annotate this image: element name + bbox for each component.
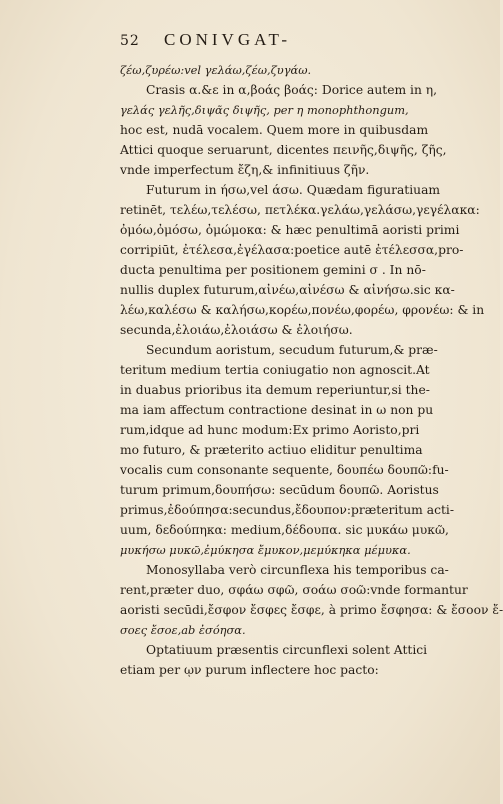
text-line: ὀμόω,ὀμόσω, ὀμώμοκα: & hæc penultimā aoristi primi xyxy=(120,223,460,237)
text-line: in duabus prioribus ita demum reperiuntur,si the- xyxy=(120,383,430,397)
text-line: γελάς γελῆς,διψᾶς διψῆς, per η monophthongum, xyxy=(120,103,409,117)
text-line: Secundum aoristum, secudum futurum,& præ- xyxy=(146,343,438,357)
text-line: aoristi secūdi,ἔσφον ἔσφες ἔσφε, à primo ἔσφησα: & ἔσοον ἔ- xyxy=(120,603,503,617)
text-line: mo futuro, & præterito actiuo eliditur penultima xyxy=(120,443,423,457)
text-line: turum primum,δουπήσω: secūdum δουπῶ. Aoristus xyxy=(120,483,439,497)
text-line: λέω,καλέσω & καλήσω,κορέω,πονέω,φορέω, φρονέω: & in xyxy=(120,303,485,317)
text-line: nullis duplex futurum,αἰνέω,αἰνέσω & αἰνήσω.sic κα- xyxy=(120,283,455,297)
running-head: CONIVGAT- xyxy=(164,30,291,49)
text-line: Futurum in ήσω,vel άσω. Quædam figuratiuam xyxy=(146,183,441,197)
text-line: vocalis cum consonante sequente, δουπέω δουπῶ:fu- xyxy=(120,463,449,477)
text-line: teritum medium tertia coniugatio non agnoscit.At xyxy=(120,363,430,377)
text-line: etiam per ῳν purum inflectere hoc pacto: xyxy=(120,663,379,677)
text-line: secunda,ἐλοιάω,ἐλοιάσω & ἐλοιήσω. xyxy=(120,323,353,337)
body-text xyxy=(120,60,503,680)
text-line: Optatiuum præsentis circunflexi solent Attici xyxy=(146,643,428,657)
text-line: corripiūt, ἐτέλεσα,ἐγέλασα:poetice autē ἐτέλεσσα,pro- xyxy=(120,243,464,257)
page-header xyxy=(120,30,420,52)
text-line: vnde imperfectum ἔζη,& infinitiuus ζῆν. xyxy=(120,163,370,177)
text-line: ζέω,ζυρέω:vel γελάω,ζέω,ζυγάω. xyxy=(120,63,312,77)
text-line: μυκήσω μυκῶ,ἐμύκησα ἔμυκον,μεμύκηκα μέμυκα. xyxy=(120,543,411,557)
text-line: rent,præter duo, σφάω σφῶ, σοάω σοῶ:vnde formantur xyxy=(120,583,468,597)
text-line: ma iam affectum contractione desinat in ω non pu xyxy=(120,403,434,417)
text-line: rum,idque ad hunc modum:Ex primo Aoristo,pri xyxy=(120,423,420,437)
text-line: Attici quoque seruarunt, dicentes πεινῆς,διψῆς, ζῆς, xyxy=(120,143,447,157)
text-line: Crasis α.&ε in α,βοάς βοάς: Dorice autem in η, xyxy=(146,83,438,97)
text-line: hoc est, nudā vocalem. Quem more in quibusdam xyxy=(120,123,429,137)
text-line: retinēt, τελέω,τελέσω, πετλέκα.γελάω,γελάσω,γεγέλακα: xyxy=(120,203,480,217)
text-line: primus,ἐδούπησα:secundus,ἔδουπον:præteritum acti- xyxy=(120,503,454,517)
text-line: σοες ἔσοε,ab ἐσόησα. xyxy=(120,623,246,637)
text-line: Monosyllaba verò circunflexa his temporibus ca- xyxy=(146,563,449,577)
page-number: 52 xyxy=(120,33,140,49)
text-line: ducta penultima per positionem gemini σ . In nō- xyxy=(120,263,426,277)
text-line: uum, δεδούπηκα: medium,δέδουπα. sic μυκάω μυκῶ, xyxy=(120,523,449,537)
